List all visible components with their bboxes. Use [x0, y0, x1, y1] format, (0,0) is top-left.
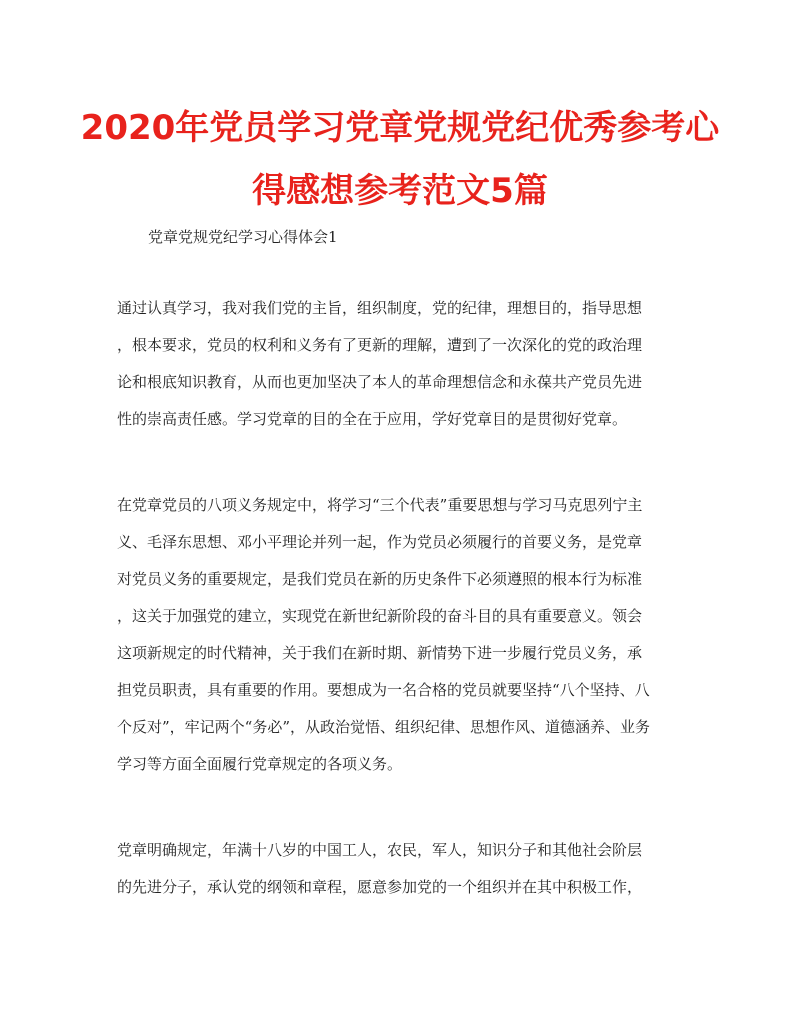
paragraph-line: 个反对”，牢记两个“务必”，从政治觉悟、组织纪律、思想作风、道德涵养、业务	[117, 718, 651, 736]
paragraph-line: 学习等方面全面履行党章规定的各项义务。	[117, 755, 403, 773]
paragraph-line: 在党章党员的八项义务规定中，将学习“三个代表”重要思想与学习马克思列宁主	[117, 496, 643, 514]
paragraph-line: 党章明确规定，年满十八岁的中国工人，农民，军人，知识分子和其他社会阶层	[117, 841, 643, 859]
paragraph-line: 性的崇高责任感。学习党章的目的全在于应用，学好党章目的是贯彻好党章。	[117, 410, 628, 428]
paragraph-line: ，根本要求，党员的权利和义务有了更新的理解，遭到了一次深化的党的政治理	[117, 336, 643, 354]
paragraph-line: 这项新规定的时代精神，关于我们在新时期、新情势下进一步履行党员义务，承	[117, 644, 643, 662]
paragraph-line: 通过认真学习，我对我们党的主旨，组织制度，党的纪律，理想目的，指导思想	[117, 299, 643, 317]
paragraph-3	[117, 832, 687, 906]
paragraph-line: 的先进分子，承认党的纲领和章程，愿意参加党的一个组织并在其中积极工作，	[117, 878, 643, 896]
paragraph-line: 担党员职责，具有重要的作用。要想成为一名合格的党员就要坚持“八个坚持、八	[117, 681, 650, 699]
paragraph-line: 义、毛泽东思想、邓小平理论并列一起，作为党员必须履行的首要义务，是党章	[117, 533, 643, 551]
paragraph-1	[117, 290, 687, 438]
document-title-line-2: 得感想参考范文5篇	[252, 171, 548, 211]
paragraph-line: 论和根底知识教育，从而也更加坚决了本人的革命理想信念和永葆共产党员先进	[117, 373, 643, 391]
paragraph-line: ，这关于加强党的建立，实现党在新世纪新阶段的奋斗目的具有重要意义。领会	[117, 607, 643, 625]
paragraph-2	[117, 487, 687, 783]
paragraph-line: 对党员义务的重要规定，是我们党员在新的历史条件下必须遵照的根本行为标准	[117, 570, 643, 588]
section-heading: 党章党规党纪学习心得体会1	[148, 228, 338, 246]
document-title-line-1: 2020年党员学习党章党规党纪优秀参考心	[80, 108, 720, 148]
